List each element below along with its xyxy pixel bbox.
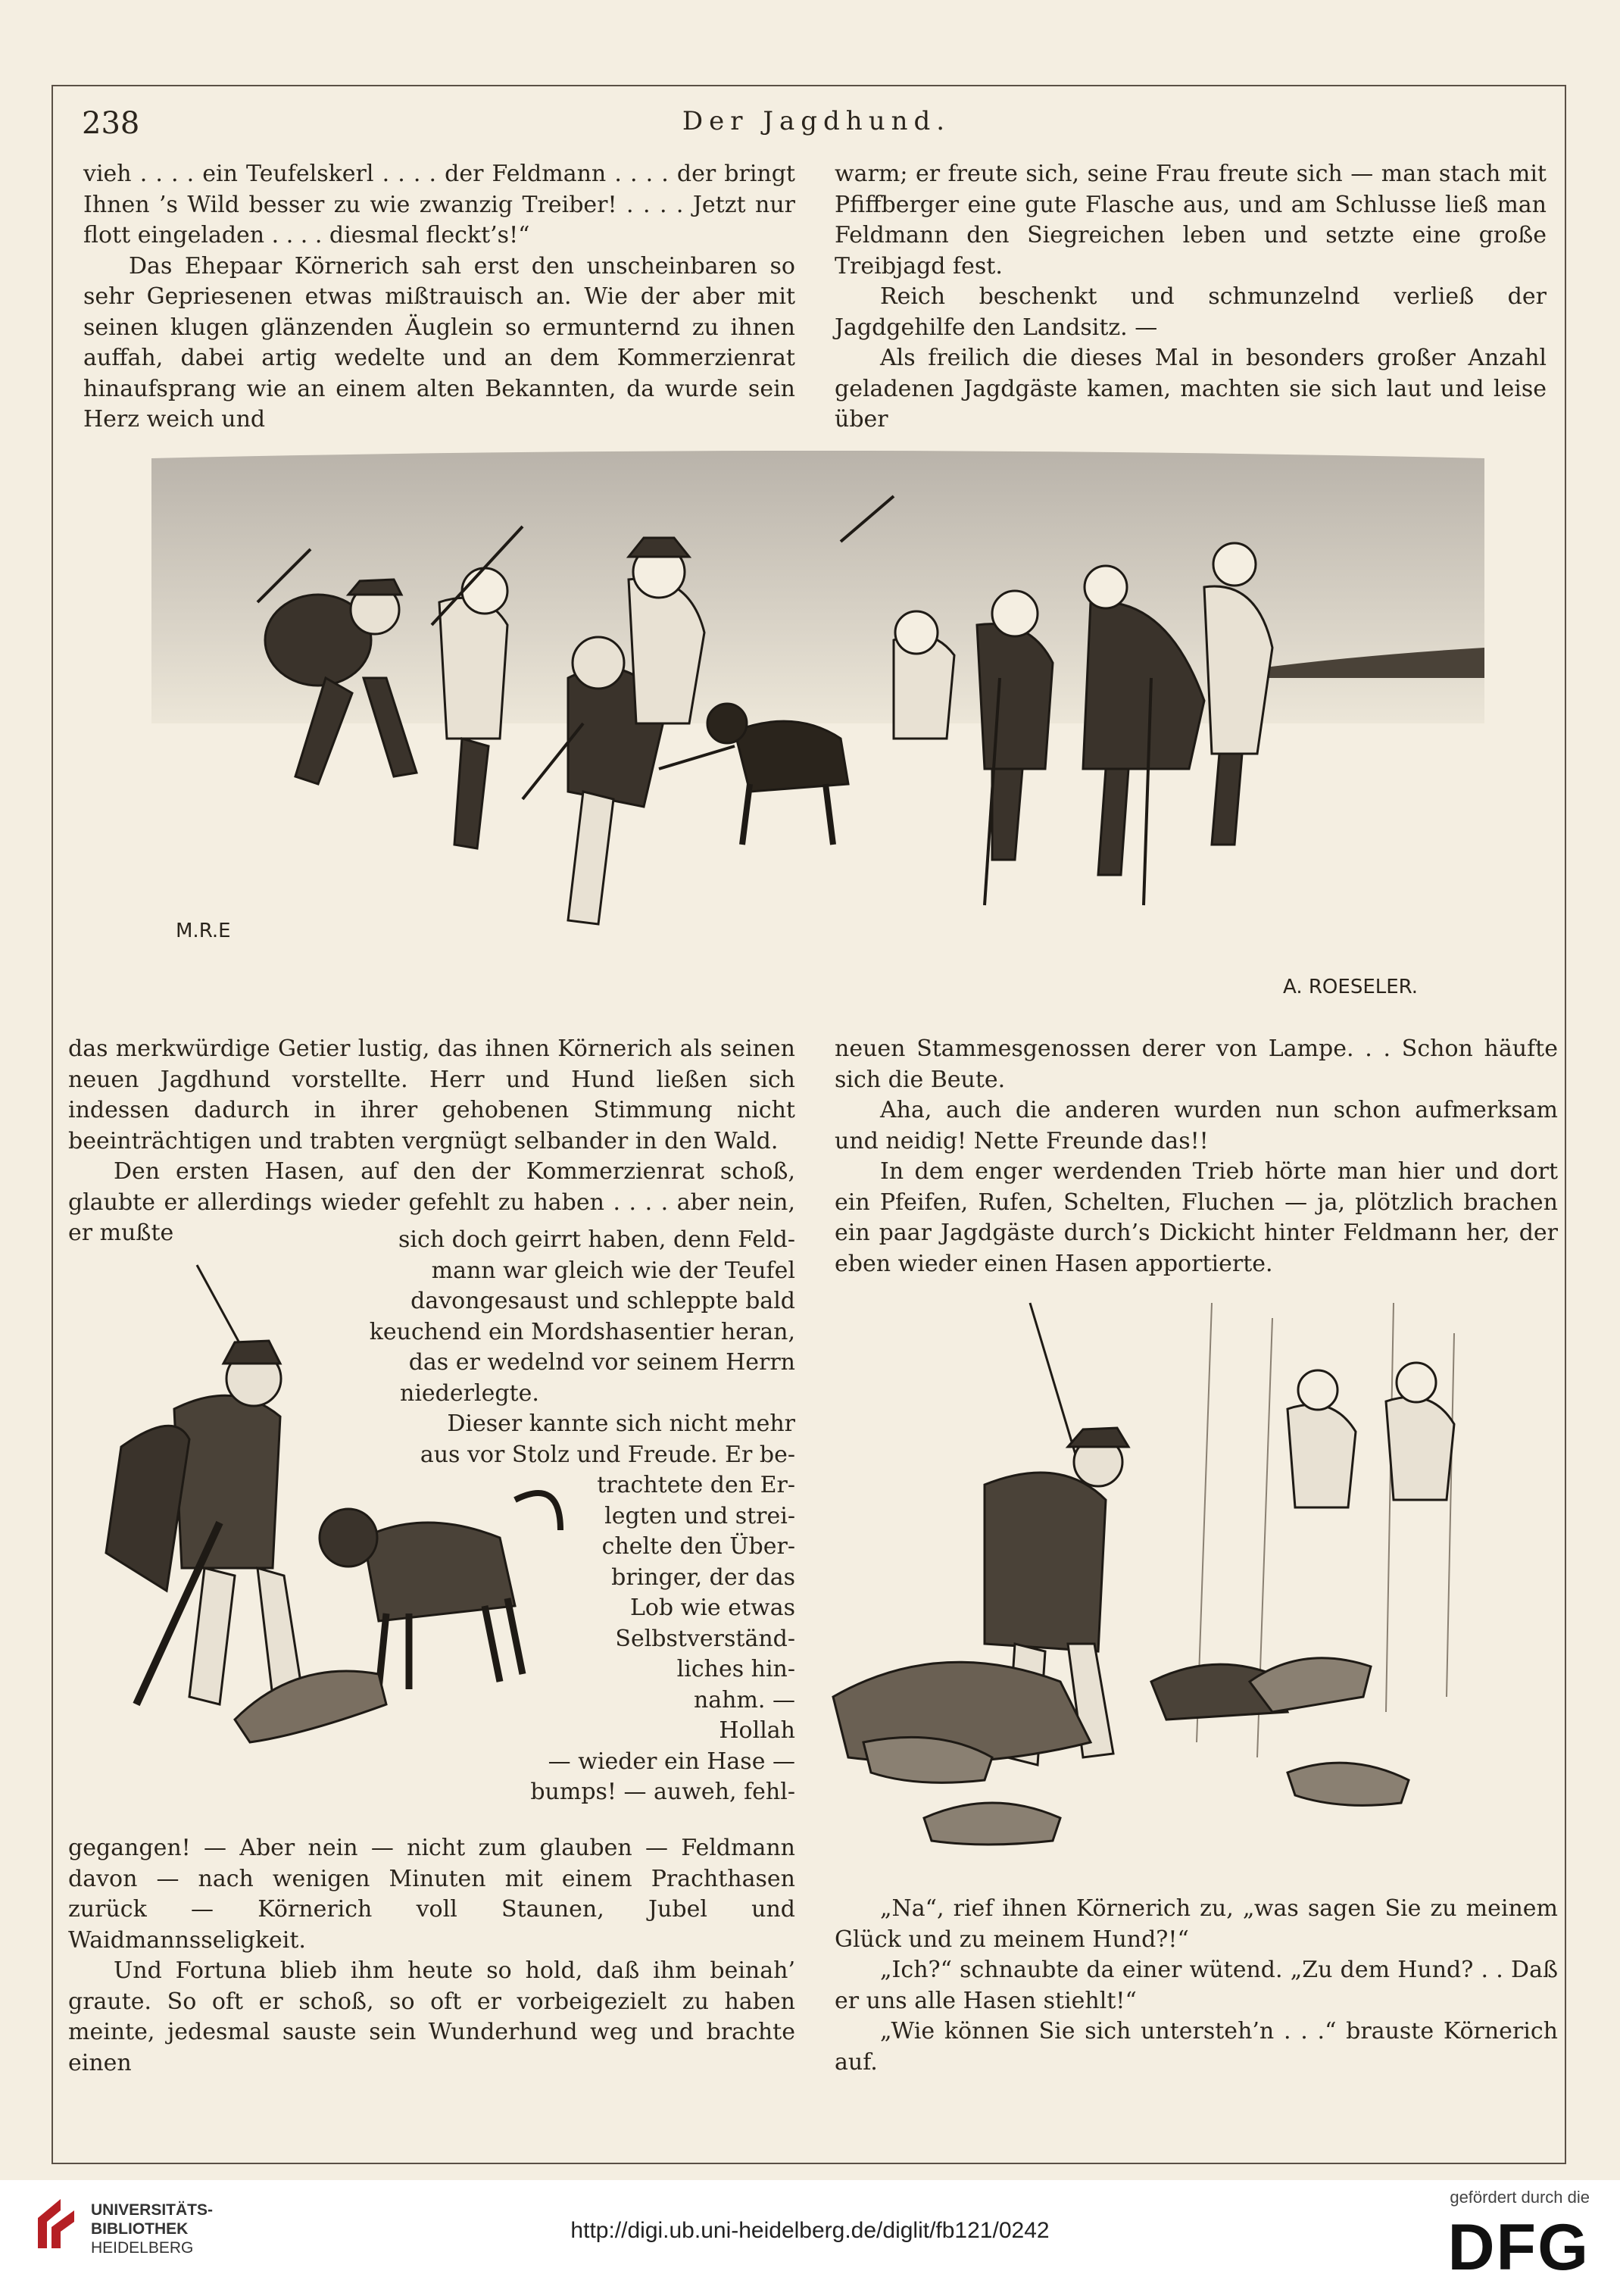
text-line: mann war gleich wie der Teufel: [431, 1257, 795, 1284]
text-line: — wieder ein Hase —: [548, 1748, 795, 1775]
paragraph: Reich beschenkt und schmunzelnd verließ der Jagdgehilfe den Landsitz. —: [835, 283, 1547, 341]
paragraph: gegangen! — Aber nein — nicht zum glauben — Feldmann davon — nach wenigen Minuten mit einem Prachthasen zurück — Körnerich voll Staunen, Jubel und Waidmannsseligkeit.: [68, 1835, 795, 1954]
paragraph: „Wie können Sie sich untersteh’n . . .“ brauste Körnerich auf.: [835, 2018, 1558, 2076]
text-column-right-bottom: [835, 1894, 1558, 2078]
text-line: liches hin-: [676, 1656, 795, 1682]
paragraph: Den ersten Hasen, auf den der Kommerzienrat schoß, glaubte er allerdings wieder gefehlt zu haben . . . . aber nein, er mußte: [68, 1158, 795, 1246]
hunting-party-illustration: [144, 451, 1492, 996]
paragraph: Und Fortuna blieb ihm heute so hold, daß ihm beinah’ graute. So oft er schoß, so oft er vorbeigezielt zu haben meinte, jedesmal sauste sein Wunderhund weg und brachte einen: [68, 1957, 795, 2076]
hunter-hare-pile-illustration: [742, 1288, 1507, 1879]
paragraph: warm; er freute sich, seine Frau freute sich — man stach mit Pfiffberger eine gute Flasche aus, und am Schlusse ließ man Feldmann den Siegreichen leben und setzte eine große Treibjagd fest.: [835, 161, 1547, 280]
funded-by-text: gefördert durch die: [1450, 2188, 1590, 2207]
page-header: [82, 106, 1551, 152]
paragraph: Aha, auch die anderen wurden nun schon aufmerksam und neidig! Nette Freunde das!!: [835, 1097, 1558, 1154]
paragraph: In dem enger werdenden Trieb hörte man hier und dort ein Pfeifen, Rufen, Schelten, Fluchen — ja, plötzlich brachen ein paar Jagdgäste durch’s Dickicht hinter Feldmann her, der eben wieder einen Hasen apportierte.: [835, 1158, 1558, 1277]
text-column-left-middle: [68, 1034, 795, 1249]
text-line: Hollah: [719, 1717, 795, 1744]
source-url[interactable]: [0, 2218, 1620, 2244]
paragraph: vieh . . . . ein Teufelskerl . . . . der Feldmann . . . . der bringt Ihnen ’s Wild besser zu wie zwanzig Treiber! . . . . Jetzt nur flott eingeladen . . . . diesmal fleckt’s!“: [83, 161, 795, 248]
paragraph: Das Ehepaar Körnerich sah erst den unscheinbaren so sehr Gepriesenen etwas mißtrauisch an. Wie der aber mit seinen klugen glänzenden Äuglein so ermunternd zu ihnen auffah, dabei artig wedelte und an dem Kommerzienrat hinaufsprang wie an einem alten Bekannten, da wurde sein Herz weich und: [83, 252, 795, 433]
library-name-line: BIBLIOTHEK: [91, 2220, 189, 2238]
paragraph: das merkwürdige Getier lustig, das ihnen Körnerich als seinen neuen Jagdhund vorstellte. Herr und Hund ließen sich indessen dadurch in ihrer gehobenen Stimmung nicht beeinträchtigen und trabten vergnügt selbander in den Wald.: [68, 1036, 795, 1154]
text-line: aus vor Stolz und Freude. Er be-: [420, 1441, 795, 1468]
text-line: Dieser kannte sich nicht mehr: [447, 1410, 795, 1437]
paragraph: neuen Stammesgenossen derer von Lampe. . . Schon häufte sich die Beute.: [835, 1036, 1558, 1093]
text-column-left-bottom: [68, 1833, 795, 2079]
hunter-dog-hare-illustration: [76, 1250, 576, 1795]
text-line: bringer, der das: [611, 1563, 795, 1591]
paragraph: Als freilich die dieses Mal in besonders großer Anzahl geladenen Jagdgäste kamen, machten sie sich laut und leise über: [835, 345, 1547, 433]
text-line: Selbstverständ-: [615, 1625, 795, 1652]
library-name-line: HEIDELBERG: [91, 2239, 194, 2257]
library-name-line: UNIVERSITÄTS-: [91, 2201, 214, 2219]
text-line: davongesaust und schleppte bald: [410, 1288, 795, 1314]
text-line: legten und strei-: [604, 1502, 795, 1529]
signature-left: M.R.E: [176, 920, 231, 942]
text-column-left-top: [83, 159, 795, 436]
page-number: 238: [82, 106, 140, 141]
text-line: nahm. —: [693, 1686, 795, 1713]
text-line: sich doch geirrt haben, denn Feld-: [398, 1226, 795, 1253]
text-column-right-top: [835, 159, 1547, 436]
dfg-logo: DFG: [1447, 2211, 1590, 2284]
paragraph: „Na“, rief ihnen Körnerich zu, „was sagen Sie zu meinem Glück und zu meinem Hund?!“: [835, 1895, 1558, 1953]
text-line: Lob wie etwas: [629, 1595, 795, 1621]
text-line: niederlegte.: [400, 1379, 539, 1407]
text-column-right-middle: [835, 1034, 1558, 1279]
text-line: trachtete den Er-: [597, 1472, 795, 1498]
signature-right: A. ROESELER.: [1283, 976, 1419, 998]
text-line: chelte den Über-: [601, 1533, 795, 1560]
text-line: das er wedelnd vor seinem Herrn: [408, 1349, 795, 1376]
source-url-text[interactable]: http://digi.ub.uni-heidelberg.de/diglit/fb121/0242: [570, 2218, 1050, 2243]
text-line: keuchend ein Mordshasentier heran,: [369, 1318, 795, 1345]
paragraph: „Ich?“ schnaubte da einer wütend. „Zu dem Hund? . . Daß er uns alle Hasen stiehlt!“: [835, 1957, 1558, 2014]
text-line: bumps! — auweh, fehl-: [530, 1779, 795, 1805]
running-title: Der Jagdhund.: [682, 106, 951, 136]
